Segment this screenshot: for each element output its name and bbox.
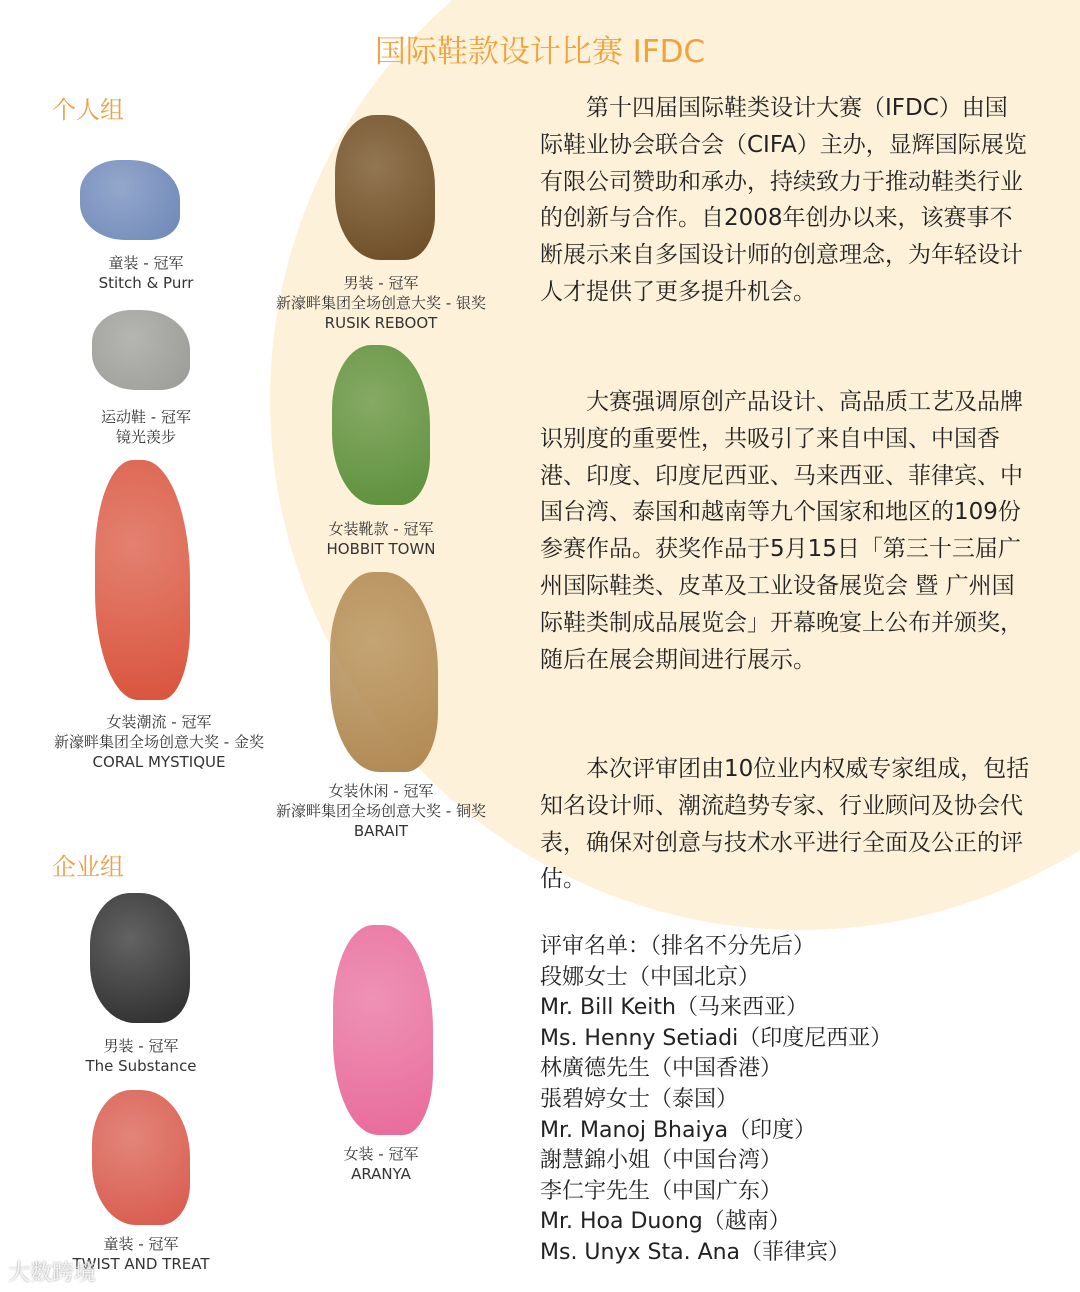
entry-name: BARAIT xyxy=(353,822,409,840)
shoe-image xyxy=(92,310,190,390)
entry-caption xyxy=(101,407,191,447)
award: 新濠畔集团全场创意大奖 - 金奖 xyxy=(54,733,264,751)
page-title: 国际鞋款设计比赛 IFDC xyxy=(374,34,706,70)
category: 女装 - 冠军 xyxy=(343,1145,419,1163)
entry-caption xyxy=(54,712,264,772)
category: 女装靴款 - 冠军 xyxy=(328,520,434,538)
judges-list xyxy=(540,932,892,1269)
shoe-image xyxy=(332,345,430,505)
entry-caption xyxy=(276,273,486,333)
entry-name: HOBBIT TOWN xyxy=(326,540,436,558)
entry-name: ARANYA xyxy=(351,1165,411,1183)
category: 童装 - 冠军 xyxy=(103,1235,179,1253)
section-corporate: 企业组 xyxy=(52,853,124,881)
judge: 謝慧錦小姐（中国台湾） xyxy=(540,1148,783,1174)
judge: 李仁宇先生（中国广东） xyxy=(540,1178,783,1204)
entry-name: TWIST AND TREAT xyxy=(72,1255,210,1273)
shoe-image xyxy=(90,893,190,1023)
jury-paragraph xyxy=(540,751,1030,898)
shoe-image xyxy=(330,572,438,772)
category: 运动鞋 - 冠军 xyxy=(101,408,191,426)
judge: Ms. Henny Setiadi（印度尼西亚） xyxy=(540,1025,893,1051)
entry-name: Stitch & Purr xyxy=(98,274,194,292)
judges-heading: 评审名单：（排名不分先后） xyxy=(540,934,816,959)
judge: 段娜女士（中国北京） xyxy=(540,964,761,990)
judge: 張碧婷女士（泰国） xyxy=(540,1086,739,1112)
paragraph: 本次评审团由10位业内权威专家组成，包括知名设计师、潮流趋势专家、行业顾问及协会代表，确保对创意与技术水平进行全面及公正的评估。 xyxy=(540,756,1030,893)
entry-caption xyxy=(344,1144,419,1184)
shoe-image xyxy=(95,460,190,700)
judge: Mr. Bill Keith（马来西亚） xyxy=(540,995,808,1021)
paragraph: 第十四届国际鞋类设计大赛（IFDC）由国际鞋业协会联合会（CIFA）主办，显辉国际展览有限公司赞助和承办，持续致力于推动鞋类行业的创新与合作。自2008年创办以来，该赛事不断展示来自多国设计师的创意理念，为年轻设计人才提供了更多提升机会。 xyxy=(540,95,1027,305)
watermark: 大数跨境 xyxy=(8,1261,97,1286)
entry-caption xyxy=(326,519,435,559)
award: 新濠畔集团全场创意大奖 - 铜奖 xyxy=(276,802,486,820)
shoe-image xyxy=(80,160,180,240)
entry-name: The Substance xyxy=(85,1057,197,1075)
entry-caption xyxy=(276,781,486,841)
entry-name: 镜光羡步 xyxy=(115,428,177,446)
judge: 林廣德先生（中国香港） xyxy=(540,1056,783,1082)
shoe-image xyxy=(335,115,435,260)
award: 新濠畔集团全场创意大奖 - 银奖 xyxy=(276,294,486,312)
intro-paragraph xyxy=(540,90,1030,311)
entry-caption xyxy=(85,1036,196,1076)
paragraph: 大赛强调原创产品设计、高品质工艺及品牌识别度的重要性，共吸引了来自中国、中国香港、印度、印度尼西亚、马来西亚、菲律宾、中国台湾、泰国和越南等九个国家和地区的109份参赛作品。获奖作品于5月15日「第三十三届广州国际鞋类、皮革及工业设备展览会 暨 广州国际鞋类制成品展览会」开幕晚宴上公布并颁奖，随后在展会期间进行展示。 xyxy=(540,389,1023,673)
category: 男装 - 冠军 xyxy=(343,274,419,292)
entry-name: RUSIK REBOOT xyxy=(324,314,438,332)
judge: Ms. Unyx Sta. Ana（菲律宾） xyxy=(540,1239,851,1265)
judge: Mr. Hoa Duong（越南） xyxy=(540,1209,791,1235)
entry-caption xyxy=(99,253,194,293)
shoe-image xyxy=(92,1090,190,1225)
category: 童装 - 冠军 xyxy=(108,254,184,272)
section-individual: 个人组 xyxy=(52,96,124,124)
category: 女装潮流 - 冠军 xyxy=(106,713,212,731)
competition-paragraph xyxy=(540,384,1030,678)
category: 女装休闲 - 冠军 xyxy=(328,782,434,800)
entry-name: CORAL MYSTIQUE xyxy=(92,753,226,771)
category: 男装 - 冠军 xyxy=(103,1037,179,1055)
shoe-image xyxy=(333,925,433,1135)
judge: Mr. Manoj Bhaiya（印度） xyxy=(540,1117,817,1143)
